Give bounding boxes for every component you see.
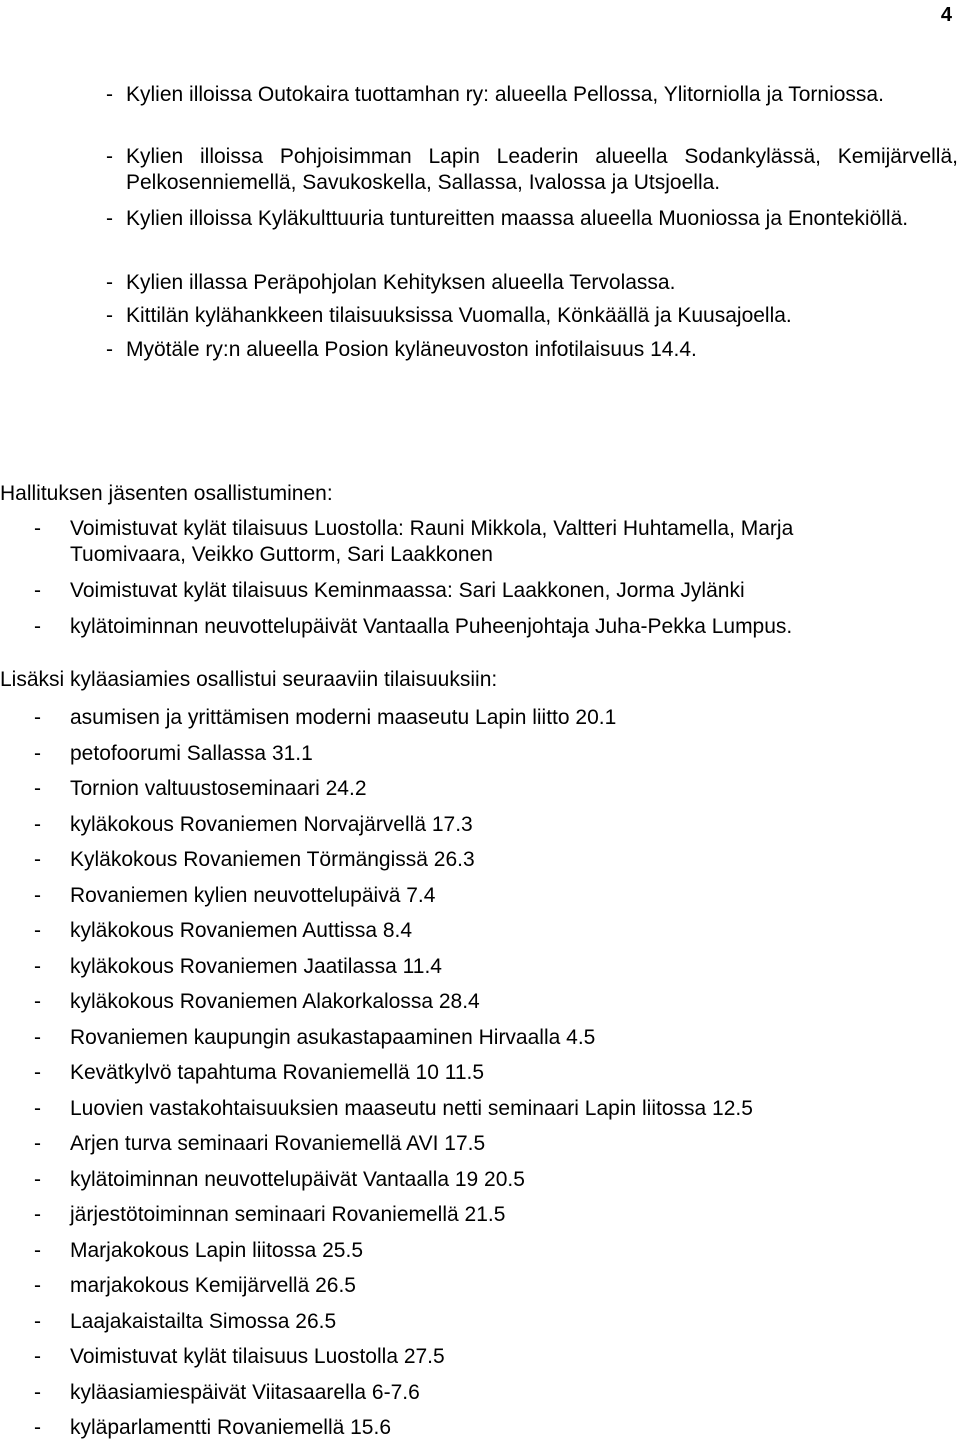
list-item: - kylätoiminnan neuvottelupäivät Vantaalla 19 20.5	[0, 1167, 900, 1203]
list-item: - Voimistuvat kylät tilaisuus Luostolla: Rauni Mikkola, Valtteri Huhtamella, Marja Tuomivaara, Veikko Guttorm, Sari Laakkonen	[0, 516, 900, 578]
list-item: - kyläparlamentti Rovaniemellä 15.6	[0, 1415, 900, 1451]
page-number: 4	[940, 4, 952, 26]
list-item: - kyläkokous Rovaniemen Norvajärvellä 17.3	[0, 812, 900, 848]
list-item: - Marjakokous Lapin liitossa 25.5	[0, 1238, 900, 1274]
list-item: - asumisen ja yrittämisen moderni maaseutu Lapin liitto 20.1	[0, 705, 900, 741]
list-item: - Tornion valtuustoseminaari 24.2	[0, 776, 900, 812]
list-item: - järjestötoiminnan seminaari Rovaniemellä 21.5	[0, 1202, 900, 1238]
list-item: - kyläkokous Rovaniemen Alakorkalossa 28.4	[0, 989, 900, 1025]
list-item: - Kylien illoissa Kyläkulttuuria tuntureitten maassa alueella Muoniossa ja Enontekiöllä.	[104, 206, 958, 270]
list-item: - kyläkokous Rovaniemen Jaatilassa 11.4	[0, 954, 900, 990]
list-item: - Kylien illoissa Pohjoisimman Lapin Leaderin alueella Sodankylässä, Kemijärvellä, Pelkosenniemellä, Savukoskella, Sallassa, Ivalossa ja Utsjoella.	[104, 144, 958, 206]
additional-events-list	[0, 705, 900, 1451]
list-item: - Rovaniemen kaupungin asukastapaaminen Hirvaalla 4.5	[0, 1025, 900, 1061]
list-item: - Arjen turva seminaari Rovaniemellä AVI 17.5	[0, 1131, 900, 1167]
list-item: - Kevätkylvö tapahtuma Rovaniemellä 10 11.5	[0, 1060, 900, 1096]
list-item: - kyläkokous Rovaniemen Auttissa 8.4	[0, 918, 900, 954]
list-item: - Voimistuvat kylät tilaisuus Keminmaassa: Sari Laakkonen, Jorma Jylänki	[0, 578, 900, 614]
village-evenings-list	[104, 82, 958, 371]
list-item: - Voimistuvat kylät tilaisuus Luostolla 27.5	[0, 1344, 900, 1380]
participation-heading: Hallituksen jäsenten osallistuminen:	[0, 482, 333, 505]
list-item: - Kylien illoissa Outokaira tuottamhan ry: alueella Pellossa, Ylitorniolla ja Torniossa.	[104, 82, 958, 144]
participation-list	[0, 516, 900, 650]
list-item: - petofoorumi Sallassa 31.1	[0, 741, 900, 777]
list-item: - Luovien vastakohtaisuuksien maaseutu netti seminaari Lapin liitossa 12.5	[0, 1096, 900, 1132]
list-item: - Laajakaistailta Simossa 26.5	[0, 1309, 900, 1345]
additional-events-heading: Lisäksi kyläasiamies osallistui seuraaviin tilaisuuksiin:	[0, 668, 498, 691]
list-item: - kylätoiminnan neuvottelupäivät Vantaalla Puheenjohtaja Juha-Pekka Lumpus.	[0, 614, 900, 650]
list-item: - kyläasiamiespäivät Viitasaarella 6-7.6	[0, 1380, 900, 1416]
list-item: - marjakokous Kemijärvellä 26.5	[0, 1273, 900, 1309]
list-item: - Kyläkokous Rovaniemen Törmängissä 26.3	[0, 847, 900, 883]
list-item: - Kylien illassa Peräpohjolan Kehityksen alueella Tervolassa.	[104, 270, 958, 303]
list-item: - Kittilän kylähankkeen tilaisuuksissa Vuomalla, Könkäällä ja Kuusajoella.	[104, 303, 958, 337]
list-item: - Myötäle ry:n alueella Posion kyläneuvoston infotilaisuus 14.4.	[104, 337, 958, 371]
list-item: - Rovaniemen kylien neuvottelupäivä 7.4	[0, 883, 900, 919]
